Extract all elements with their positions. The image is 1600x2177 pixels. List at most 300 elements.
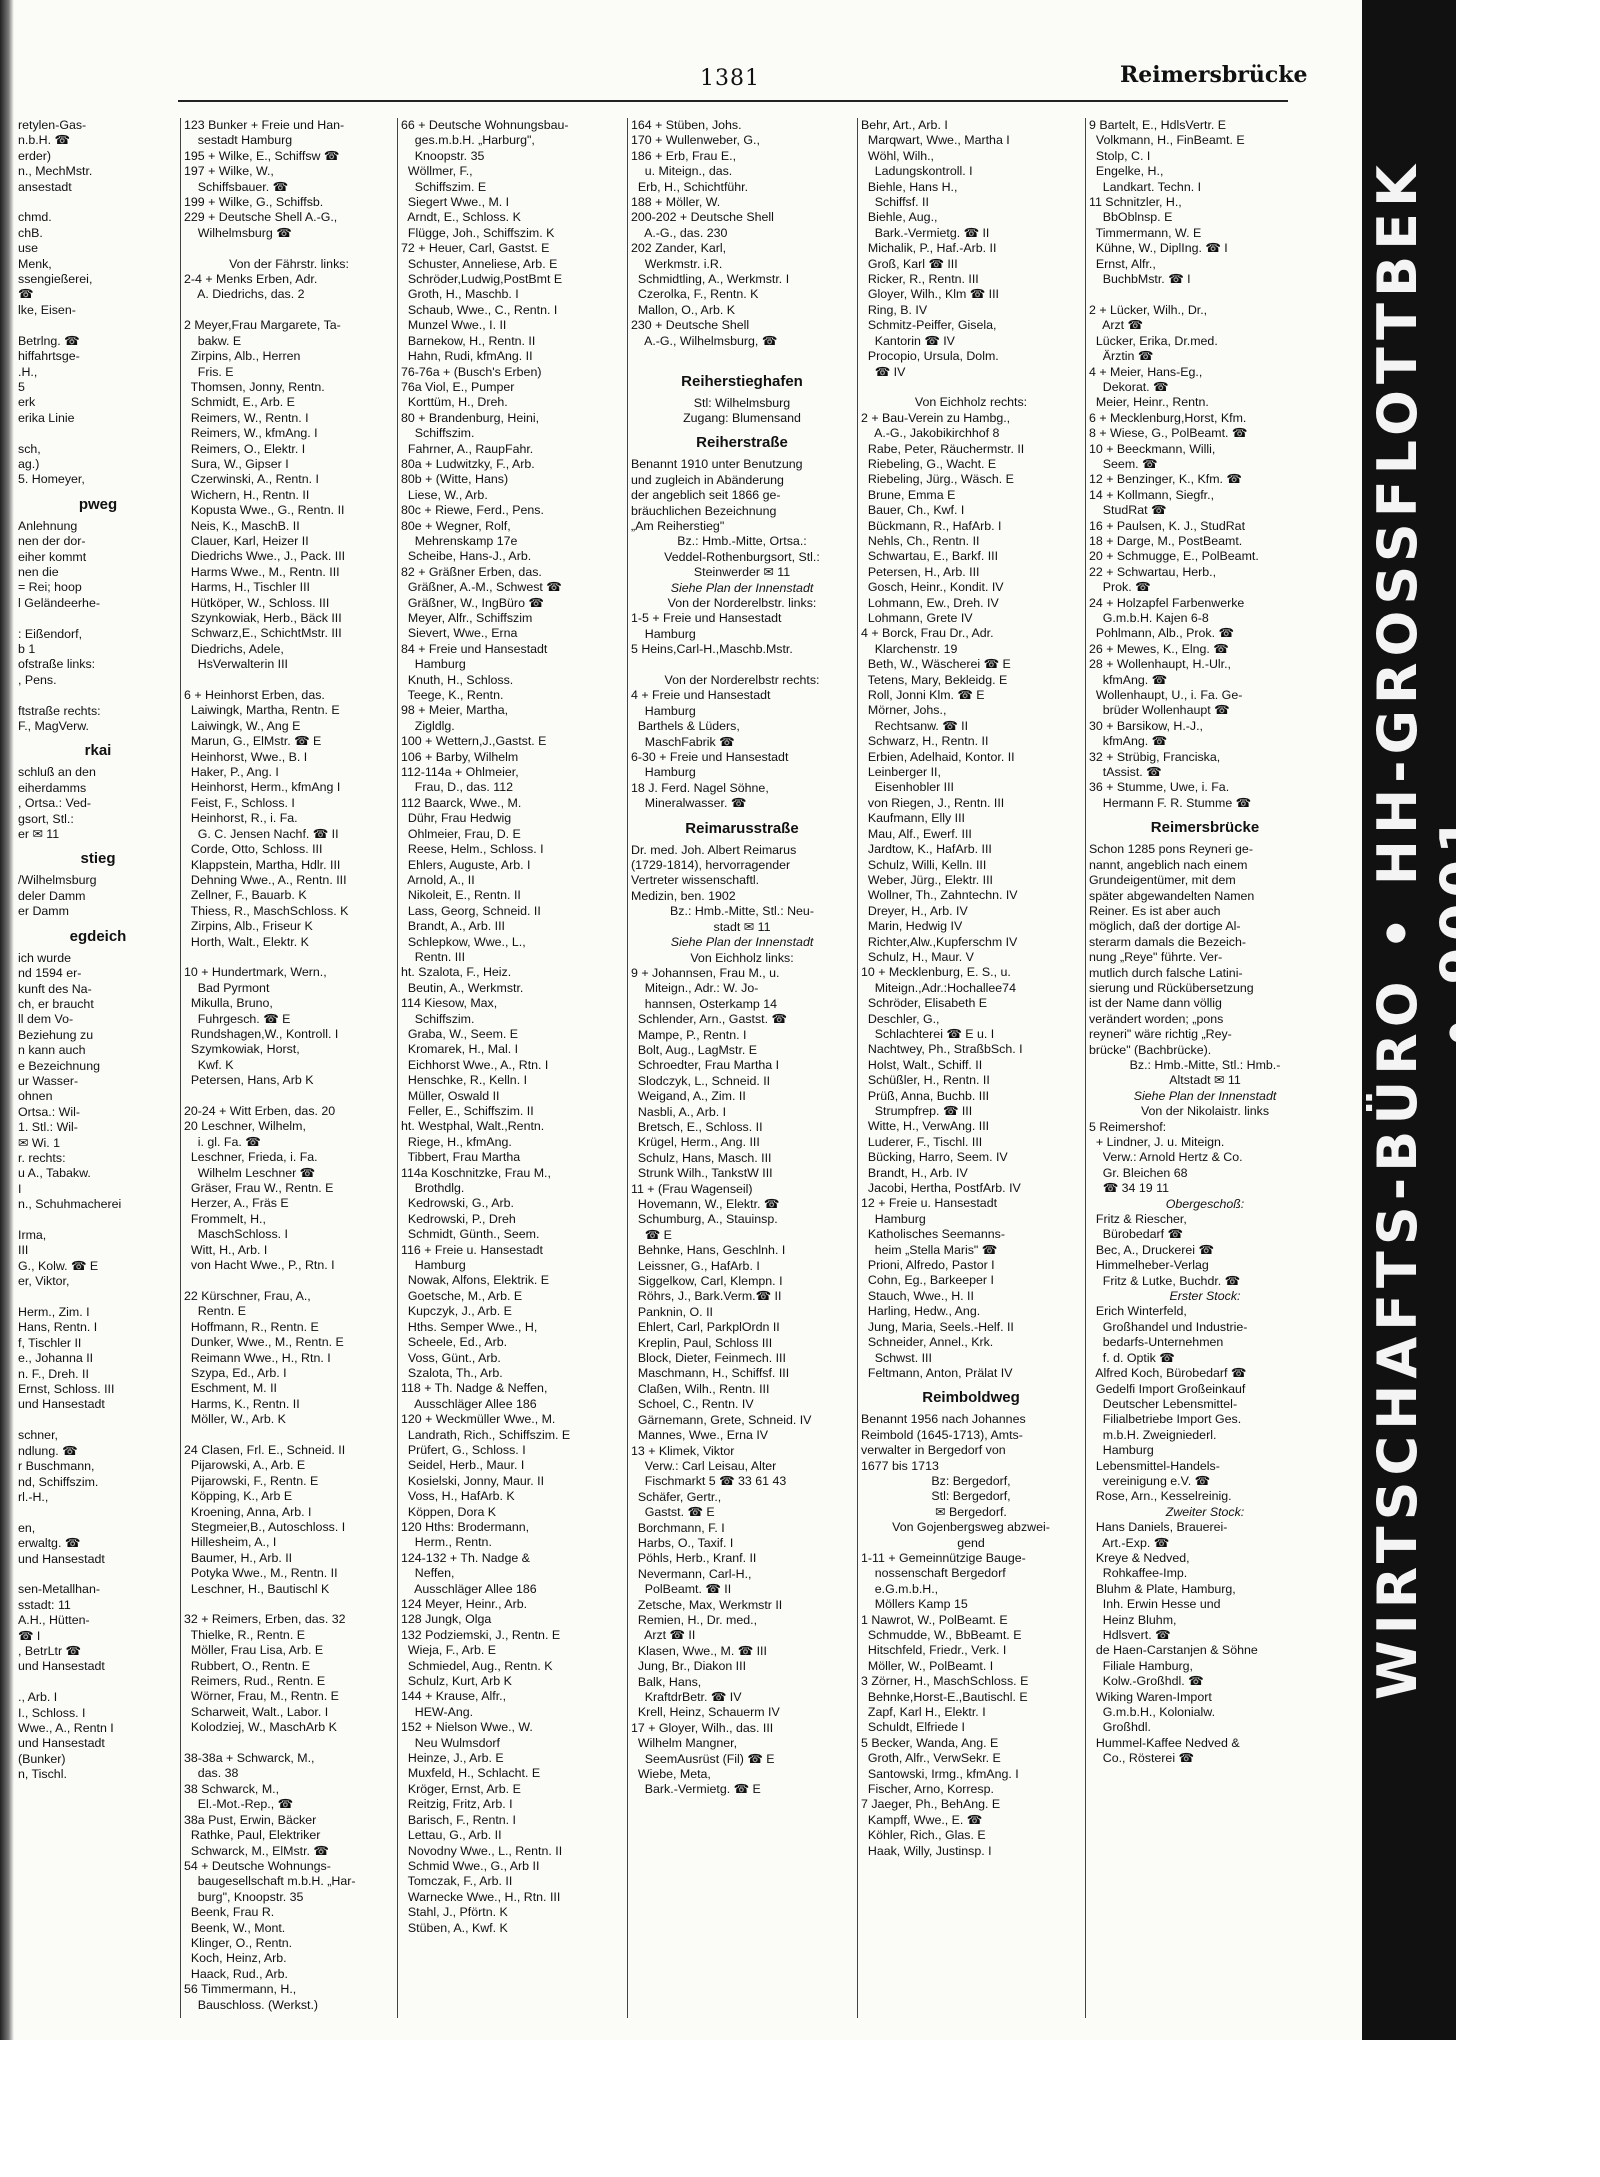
directory-entry: verwalter in Bergedorf von: [861, 1443, 1006, 1458]
directory-entry: Bad Pyrmont: [184, 980, 270, 995]
column-separator: [397, 118, 398, 2018]
directory-entry: Schwst. III: [861, 1350, 932, 1365]
directory-entry: n, Tischl.: [18, 1767, 67, 1782]
directory-entry: Jung, Br., Diakon III: [631, 1659, 747, 1674]
directory-entry: Pöhls, Herb., Kranf. II: [631, 1551, 757, 1566]
directory-entry: + Lindner, J. u. Miteign.: [1089, 1135, 1225, 1149]
directory-entry: Roll, Jonni Klm. ☎ E: [861, 688, 985, 703]
directory-entry: Wilhelm Mangner,: [631, 1736, 738, 1751]
directory-entry: Betrlng. ☎: [18, 333, 80, 348]
directory-entry: Harms Wwe., M., Rentn. III: [184, 564, 340, 579]
directory-entry: Liese, W., Arb.: [401, 487, 488, 502]
directory-entry: ☎ I: [18, 1628, 41, 1643]
directory-entry: heim „Stella Maris" ☎: [861, 1242, 998, 1257]
directory-entry: sch,: [18, 441, 41, 456]
directory-entry: verändert worden; „pons: [1089, 1011, 1224, 1026]
directory-entry: : Eißendorf,: [18, 626, 83, 641]
directory-entry: ag.): [18, 456, 40, 471]
directory-entry: Corde, Otto, Schloss. III: [184, 842, 323, 857]
directory-entry: sterarm damals die Bezeich-: [1089, 934, 1247, 949]
directory-entry: Muxfeld, H., Schlacht. E: [401, 1766, 541, 1781]
directory-entry: Schröder,Ludwig,PostBmt E: [401, 272, 563, 287]
directory-entry: 230 + Deutsche Shell: [631, 318, 750, 333]
directory-entry: m.b.H. Zweigniederl.: [1089, 1427, 1217, 1442]
directory-entry: 38a Pust, Erwin, Bäcker: [184, 1812, 317, 1827]
directory-entry: Hummel-Kaffee Nedved &: [1089, 1735, 1240, 1750]
directory-entry: Meier, Heinr., Rentn.: [1089, 395, 1209, 410]
directory-entry: 24 + Holzapfel Farbenwerke: [1089, 595, 1245, 610]
directory-entry: schner,: [18, 1428, 58, 1443]
directory-entry: BuchbMstr. ☎ I: [1089, 272, 1191, 287]
directory-entry: Groth, H., Maschb. I: [401, 287, 519, 302]
directory-entry: Rentn. III: [401, 949, 466, 964]
directory-entry: A.-G., Wilhelmsburg, ☎: [631, 333, 778, 348]
directory-entry: Diedrichs, Adele,: [184, 641, 284, 656]
street-note: Steinwerder ✉ 11: [693, 565, 791, 580]
directory-entry: Stolp, C. I: [1089, 148, 1151, 163]
directory-entry: Ehlers, Auguste, Arb. I: [401, 857, 531, 872]
directory-entry: Möller, W., PolBeamt. I: [861, 1658, 994, 1673]
directory-entry: Gräßner, W., IngBüro ☎: [401, 595, 544, 610]
street-heading: Reiherstraße: [696, 434, 788, 452]
directory-entry: Erb, H., Schichtführ.: [631, 179, 749, 194]
street-note: Siehe Plan der Innenstadt: [1133, 1088, 1277, 1103]
directory-entry: Munzel Wwe., I. II: [401, 318, 507, 333]
directory-entry: baugesellschaft m.b.H. „Har-: [184, 1874, 356, 1889]
directory-entry: 2 Meyer,Frau Margarete, Ta-: [184, 318, 341, 333]
directory-entry: StudRat ☎: [1089, 503, 1167, 518]
street-note: Von Gojenbergsweg abzwei-: [892, 1520, 1050, 1535]
directory-entry: retylen-Gas-: [18, 118, 87, 132]
directory-entry: bedarfs-Unternehmen: [1089, 1335, 1224, 1350]
directory-entry: Schumburg, A., Stauinsp.: [631, 1212, 778, 1227]
directory-entry: Ärztin ☎: [1089, 349, 1154, 364]
directory-entry: 28 + Wollenhaupt, H.-Ulr.,: [1089, 657, 1231, 672]
directory-entry: Michalik, P., Haf.-Arb. II: [861, 241, 997, 256]
directory-entry: Lass, Georg, Schneid. II: [401, 903, 541, 918]
directory-entry: Benannt 1956 nach Johannes: [861, 1412, 1026, 1427]
directory-entry: , Ortsa.: Ved-: [18, 796, 91, 811]
directory-entry: 38-38a + Schwarck, M.,: [184, 1751, 315, 1766]
directory-entry: Hamburg: [401, 1258, 466, 1273]
directory-entry: Schiffszim.: [401, 426, 475, 441]
directory-entry: Grundeigentümer, mit dem: [1089, 873, 1236, 888]
directory-entry: [184, 303, 394, 318]
directory-entry: Hdlsvert. ☎: [1089, 1628, 1171, 1642]
column-separator: [1085, 118, 1086, 2018]
column-5: [1089, 118, 1321, 2018]
directory-entry: u. Miteign., das.: [631, 164, 733, 179]
directory-entry: Schlepkow, Wwe., L.,: [401, 934, 526, 949]
directory-entry: ansestadt: [18, 179, 72, 194]
directory-entry: Schoel, C., Rentn. IV: [631, 1397, 754, 1412]
directory-entry: Schmidt, Günth., Seem.: [401, 1227, 540, 1242]
directory-entry: Szypa, Ed., Arb. I: [184, 1365, 287, 1380]
directory-entry: Volkmann, H., FinBeamt. E: [1089, 133, 1245, 148]
directory-entry: Prok. ☎: [1089, 580, 1151, 595]
directory-entry: 106 + Barby, Wilhelm: [401, 749, 519, 764]
directory-entry: Miteign.,Adr.:Hochallee74: [861, 980, 1016, 995]
directory-entry: Maschmann, H., Schiffsf. III: [631, 1366, 790, 1381]
directory-entry: 1677 bis 1713: [861, 1458, 939, 1473]
directory-entry: Voss, Günt., Arb.: [401, 1350, 501, 1365]
directory-entry: Reimers, O., Elektr. I: [184, 441, 306, 456]
directory-entry: 54 + Deutsche Wohnungs-: [184, 1858, 331, 1873]
directory-entry: Richter,Alw.,Kupferschm IV: [861, 934, 1018, 949]
directory-entry: Schiffszim. E: [401, 179, 487, 194]
street-note: ✉ Bergedorf.: [935, 1504, 1007, 1519]
directory-entry: 100 + Wettern,J.,Gastst. E: [401, 734, 547, 749]
directory-entry: 32 + Reimers, Erben, das. 32: [184, 1612, 346, 1627]
directory-entry: Prüß, Anna, Buchb. III: [861, 1088, 990, 1103]
directory-entry: Hovemann, W., Elektr. ☎: [631, 1197, 780, 1211]
directory-entry: und Hansestadt: [18, 1659, 105, 1674]
directory-entry: Großhdl.: [1089, 1720, 1151, 1735]
directory-entry: Hamburg: [631, 626, 696, 641]
directory-entry: Schmitz-Peiffer, Gisela,: [861, 318, 997, 333]
directory-entry: de Haen-Carstanjen & Söhne: [1089, 1643, 1258, 1658]
directory-entry: n., Schuhmacherei: [18, 1197, 122, 1212]
directory-entry: ll dem Vo-: [18, 1012, 74, 1027]
directory-entry: 6 + Heinhorst Erben, das.: [184, 688, 325, 703]
directory-entry: 18 + Darge, M., PostBeamt.: [1089, 533, 1243, 548]
directory-entry: 76a Viol, E., Pumper: [401, 379, 515, 394]
directory-entry: Slodczyk, L., Schneid. II: [631, 1073, 771, 1088]
directory-entry: 152 + Nielson Wwe., W.: [401, 1720, 533, 1735]
directory-entry: Riebeling, G., Wacht. E: [861, 456, 997, 471]
directory-entry: Brothdlg.: [401, 1181, 465, 1196]
directory-entry: Sura, W., Gipser I: [184, 456, 289, 471]
directory-entry: Szymkowiak, Horst,: [184, 1042, 300, 1057]
directory-entry: n. F., Dreh. II: [18, 1366, 89, 1381]
directory-entry: u A., Tabakw.: [18, 1166, 91, 1181]
directory-entry: Verw.: Arnold Hertz & Co.: [1089, 1150, 1243, 1165]
street-note: Von der Nikolaistr. links: [1140, 1104, 1270, 1119]
directory-entry: Schon 1285 pons Reyneri ge-: [1089, 842, 1253, 857]
directory-entry: 132 Podziemski, J., Rentn. E: [401, 1627, 561, 1642]
directory-entry: 4 + Borck, Frau Dr., Adr.: [861, 626, 994, 641]
directory-entry: Holst, Walt., Schiff. II: [861, 1057, 983, 1072]
directory-entry: Deschler, G.,: [861, 1011, 940, 1026]
directory-entry: Prüfert, G., Schloss. I: [401, 1442, 526, 1457]
directory-entry: Kosielski, Jonny, Maur. II: [401, 1473, 545, 1488]
directory-entry: Schlachterei ☎ E u. I: [861, 1026, 995, 1041]
directory-entry: Bücking, Harro, Seem. IV: [861, 1150, 1008, 1165]
directory-entry: Dreyer, H., Arb. IV: [861, 903, 968, 918]
directory-entry: Leschner, H., Bautischl K: [184, 1581, 330, 1596]
directory-entry: Reimbold (1645-1713), Amts-: [861, 1427, 1023, 1442]
directory-entry: Kaufmann, Elly III: [861, 811, 965, 826]
directory-entry: Bauschloss. (Werkst.): [184, 1997, 319, 2012]
directory-entry: Schiffsbauer. ☎: [184, 179, 289, 194]
column-3: [631, 118, 853, 2018]
directory-entry: Kröger, Ernst, Arb. E: [401, 1781, 521, 1796]
directory-entry: Szynkowiak, Herb., Bäck III: [184, 611, 342, 625]
directory-entry: Dehning Wwe., A., Rentn. III: [184, 872, 347, 887]
directory-entry: [18, 611, 178, 626]
directory-entry: 118 + Th. Nadge & Neffen,: [401, 1381, 548, 1396]
directory-entry: Witt, H., Arb. I: [184, 1242, 268, 1257]
directory-entry: Zetsche, Max, Werkmstr II: [631, 1597, 783, 1612]
directory-entry: Möller, Frau Lisa, Arb. E: [184, 1643, 324, 1658]
directory-entry: A.H., Hütten-: [18, 1613, 90, 1628]
directory-entry: use: [18, 241, 38, 256]
directory-entry: Wieja, F., Arb. E: [401, 1643, 497, 1658]
directory-entry: Ladungskontroll. I: [861, 164, 973, 179]
directory-entry: 72 + Heuer, Carl, Gastst. E: [401, 241, 550, 256]
directory-entry: e Bezeichnung: [18, 1058, 100, 1073]
directory-entry: [184, 241, 394, 256]
directory-entry: Kopusta Wwe., G., Rentn. II: [184, 503, 345, 518]
directory-entry: Strunk Wilh., TankstW III: [631, 1166, 773, 1181]
directory-entry: Rubbert, O., Rentn. E: [184, 1658, 311, 1673]
directory-entry: Fritz & Lutke, Buchdr. ☎: [1089, 1273, 1241, 1288]
directory-entry: und Hansestadt: [18, 1736, 105, 1751]
directory-entry: Wwe., A., Rentn I: [18, 1721, 114, 1735]
directory-entry: Barthels & Lüders,: [631, 719, 740, 734]
directory-entry: Fris. E: [184, 364, 234, 379]
directory-entry: Herm., Rentn.: [401, 1535, 492, 1550]
directory-entry: Irma,: [18, 1228, 47, 1242]
directory-entry: Laiwingk, Martha, Rentn. E: [184, 703, 340, 718]
directory-entry: [184, 1597, 394, 1612]
directory-entry: Wollenhaupt, U., i. Fa. Ge-: [1089, 688, 1243, 703]
directory-entry: Potyka Wwe., M., Rentn. II: [184, 1566, 338, 1581]
directory-entry: Rathke, Paul, Elektriker: [184, 1828, 321, 1843]
directory-entry: Luderer, F., Tischl. III: [861, 1134, 983, 1149]
directory-entry: sstadt: 11: [18, 1597, 71, 1612]
directory-entry: Frommelt, H.,: [184, 1211, 266, 1226]
directory-entry: Schmidt, E., Arb. E: [184, 395, 295, 410]
directory-entry: MaschSchloss. I: [184, 1227, 288, 1242]
directory-entry: schluß an den: [18, 765, 96, 780]
directory-entry: Rundshagen,W., Kontroll. I: [184, 1026, 339, 1041]
directory-entry: Marin, Hedwig IV: [861, 919, 963, 934]
directory-entry: Großhandel und Industrie-: [1089, 1319, 1248, 1334]
directory-entry: Neis, K., MaschB. II: [184, 518, 300, 533]
directory-entry: Stahl, J., Pförtn. K: [401, 1905, 508, 1920]
directory-entry: 1 Nawrot, W., PolBeamt. E: [861, 1612, 1008, 1627]
directory-entry: Schröder, Elisabeth E: [861, 996, 988, 1011]
directory-entry: Remien, H., Dr. med.,: [631, 1612, 758, 1627]
street-note: Bz: Bergedorf,: [931, 1473, 1011, 1488]
street-note: gend: [957, 1535, 985, 1550]
directory-entry: 20 Leschner, Wilhelm,: [184, 1119, 306, 1134]
directory-entry: 164 + Stüben, Johs.: [631, 118, 742, 132]
directory-entry: 80 + Brandenburg, Heini,: [401, 410, 540, 425]
directory-entry: Schmudde, W., BbBeamt. E: [861, 1628, 1022, 1642]
directory-entry: Stüben, A., Kwf. K: [401, 1920, 508, 1935]
street-note: stadt ✉ 11: [713, 919, 771, 934]
directory-entry: KraftdrBetr. ☎ IV: [631, 1690, 742, 1704]
directory-entry: 26 + Mewes, K., Elng. ☎: [1089, 641, 1229, 656]
directory-entry: Schulz, Kurt, Arb K: [401, 1674, 512, 1689]
directory-entry: Eisenhobler III: [861, 780, 954, 795]
directory-entry: von Hacht Wwe., P., Rtn. I: [184, 1258, 335, 1273]
directory-entry: Schäfer, Gertr.,: [631, 1489, 722, 1504]
directory-entry: 197 + Wilke, W.,: [184, 164, 274, 179]
directory-entry: Novodny Wwe., L., Rentn. II: [401, 1843, 563, 1858]
directory-entry: Müller, Oswald II: [401, 1088, 500, 1103]
directory-entry: Rose, Arn., Kesselreinig.: [1089, 1489, 1232, 1504]
directory-entry: Groth, Alfr., VerwSekr. E: [861, 1751, 1001, 1766]
directory-entry: Strumpfrep. ☎ III: [861, 1104, 973, 1118]
directory-entry: Nevermann, Carl-H.,: [631, 1566, 752, 1581]
directory-entry: f. d. Optik ☎: [1089, 1350, 1175, 1365]
directory-entry: Arndt, E., Schloss. K: [401, 210, 521, 225]
directory-entry: 120 + Weckmüller Wwe., M.: [401, 1412, 556, 1427]
directory-entry: Knuth, H., Schloss.: [401, 672, 514, 687]
directory-entry: = Rei; hoop: [18, 580, 82, 595]
directory-entry: Scheele, Ed., Arb.: [401, 1335, 508, 1350]
street-heading: rkai: [84, 742, 112, 760]
directory-entry: 120 Hths: Brodermann,: [401, 1519, 530, 1534]
directory-entry: kunft des Na-: [18, 981, 92, 996]
directory-entry: .H.,: [18, 364, 38, 379]
directory-entry: 12 + Benzinger, K., Kfm. ☎: [1089, 472, 1242, 487]
directory-entry: von Riegen, J., Rentn. III: [861, 795, 1005, 810]
directory-entry: ftstraße rechts:: [18, 703, 101, 718]
directory-entry: PolBeamt. ☎ II: [631, 1582, 732, 1597]
directory-entry: Reitzig, Fritz, Arb. I: [401, 1797, 513, 1812]
directory-entry: El.-Mot.-Rep., ☎: [184, 1797, 294, 1812]
directory-entry: bräuchlichen Bezeichnung: [631, 503, 777, 518]
directory-entry: Vertreter wissenschaftl.: [631, 873, 760, 888]
directory-entry: nannt, angeblich nach einem: [1089, 857, 1248, 872]
street-heading: Reimboldweg: [922, 1389, 1020, 1407]
directory-entry: Wöhl, Wilh.,: [861, 148, 934, 163]
street-note: Von der Norderelbstr rechts:: [664, 673, 820, 687]
directory-entry: [18, 1505, 178, 1520]
directory-entry: Jacobi, Hertha, PostfArb. IV: [861, 1181, 1021, 1196]
directory-entry: Ehlert, Carl, ParkplOrdn II: [631, 1320, 780, 1335]
directory-entry: Barisch, F., Rentn. I: [401, 1812, 516, 1827]
directory-entry: 1. Stl.: Wil-: [18, 1120, 78, 1135]
directory-entry: 124-132 + Th. Nadge &: [401, 1550, 530, 1565]
directory-entry: Marun, G., ElMstr. ☎ E: [184, 734, 322, 749]
directory-entry: Siegert Wwe., M. I: [401, 195, 510, 210]
directory-entry: Block, Dieter, Feinmech. III: [631, 1351, 786, 1366]
directory-entry: Kolodziej, W., MaschArb K: [184, 1720, 337, 1735]
directory-entry: [18, 1213, 178, 1228]
directory-entry: 9 Bartelt, E., HdlsVertr. E: [1089, 118, 1227, 132]
directory-entry: III: [18, 1243, 29, 1258]
street-heading: egdeich: [69, 927, 127, 945]
directory-entry: Rentn. E: [184, 1304, 246, 1319]
directory-entry: Nikoleit, E., Rentn. II: [401, 888, 521, 903]
directory-entry: Warnecke Wwe., H., Rtn. III: [401, 1889, 561, 1904]
directory-entry: SeemAusrüst (Fil) ☎ E: [631, 1751, 775, 1766]
column-separator: [627, 118, 628, 2018]
directory-entry: Katholisches Seemanns-: [861, 1227, 1005, 1242]
directory-entry: Goetsche, M., Arb. E: [401, 1288, 523, 1303]
street-note: Stl: Bergedorf,: [931, 1489, 1011, 1504]
directory-entry: 114a Koschnitzke, Frau M.,: [401, 1165, 551, 1180]
column-separator: [180, 118, 181, 2018]
directory-entry: 80e + Wegner, Rolf,: [401, 518, 511, 533]
directory-entry: Marqwart, Wwe., Martha I: [861, 133, 1010, 148]
directory-entry: Pohlmann, Alb., Prok. ☎: [1089, 626, 1234, 641]
directory-entry: erwaltg. ☎: [18, 1536, 81, 1551]
directory-entry: Scharweit, Walt., Labor. I: [184, 1704, 329, 1719]
directory-entry: Tomczak, F., Arb. II: [401, 1874, 513, 1889]
directory-entry: Kreye & Nedved,: [1089, 1550, 1190, 1565]
directory-entry: 30 + Barsikow, H.-J.,: [1089, 718, 1203, 733]
directory-entry: 199 + Wilke, G., Schiffsb.: [184, 195, 324, 210]
directory-entry: Mampe, P., Rentn. I: [631, 1027, 747, 1042]
street-heading: stieg: [80, 850, 116, 868]
directory-entry: Schulz, H., Maur. V: [861, 949, 974, 964]
directory-entry: Wöllmer, F.,: [401, 164, 473, 179]
directory-entry: ofstraße links:: [18, 657, 96, 672]
street-note: Zweiter Stock:: [1165, 1504, 1245, 1519]
directory-entry: Thomsen, Jonny, Rentn.: [184, 379, 325, 394]
directory-entry: Heinhorst, Herm., kfmAng I: [184, 780, 341, 795]
directory-entry: 9 + Johannsen, Frau M., u.: [631, 965, 780, 980]
directory-entry: Engelke, H.,: [1089, 164, 1164, 179]
directory-entry: Krügel, Herm., Ang. III: [631, 1135, 760, 1150]
directory-entry: Kedrowski, P., Dreh: [401, 1211, 516, 1226]
directory-entry: Klarchenstr. 19: [861, 641, 958, 656]
directory-entry: sierung und Rückübersetzung: [1089, 980, 1254, 995]
directory-entry: Reimers, W., Rentn. I: [184, 410, 309, 425]
directory-entry: 24 Clasen, Frl. E., Schneid. II: [184, 1442, 346, 1457]
directory-entry: Hamburg: [1089, 1443, 1154, 1458]
directory-entry: Gloyer, Wilh., Klm ☎ III: [861, 287, 999, 302]
directory-entry: und Hansestadt: [18, 1551, 105, 1566]
directory-entry: [631, 658, 853, 673]
directory-entry: Lohmann, Ew., Dreh. IV: [861, 595, 999, 610]
directory-entry: Knoopstr. 35: [401, 148, 485, 163]
scan-margin: [1456, 0, 1600, 2177]
directory-entry: Claßen, Wilh., Rentn. III: [631, 1381, 770, 1396]
directory-entry: I: [18, 1181, 22, 1196]
directory-entry: G. C. Jensen Nachf. ☎ II: [184, 826, 339, 841]
directory-entry: F., MagVerw.: [18, 719, 89, 734]
directory-entry: Inh. Erwin Hesse und: [1089, 1597, 1221, 1612]
directory-entry: 80c + Riewe, Ferd., Pens.: [401, 503, 544, 518]
directory-entry: Herm., Zim. I: [18, 1305, 90, 1320]
directory-entry: Gr. Bleichen 68: [1089, 1165, 1188, 1180]
directory-entry: Bückmann, R., HafArb. I: [861, 518, 1002, 533]
directory-entry: Biehle, Aug.,: [861, 210, 938, 225]
directory-entry: l Geländeerhe-: [18, 595, 100, 610]
directory-entry: I., Schloss. I: [18, 1705, 86, 1720]
directory-entry: Kupczyk, J., Arb. E: [401, 1304, 512, 1319]
directory-entry: 5: [18, 379, 25, 394]
directory-entry: Krell, Heinz, Schauerm IV: [631, 1705, 780, 1720]
street-note: Stl: Wilhelmsburg: [693, 395, 791, 410]
directory-entry: Möller, W., Arb. K: [184, 1412, 286, 1427]
street-note: Siehe Plan der Innenstadt: [670, 580, 814, 595]
directory-entry: Scheibe, Hans-J., Arb.: [401, 549, 532, 564]
directory-entry: ndlung. ☎: [18, 1443, 78, 1458]
directory-entry: Kreplin, Paul, Schloss III: [631, 1335, 773, 1350]
directory-entry: ist der Name dann völlig: [1089, 996, 1222, 1011]
directory-entry: Gräßner, A.-M., Schwest ☎: [401, 580, 562, 595]
directory-entry: 6 + Mecklenburg,Horst, Kfm.: [1089, 410, 1247, 425]
directory-entry: Wilhelmsburg ☎: [184, 225, 292, 240]
directory-entry: Zellner, F., Bauarb. K: [184, 888, 307, 903]
directory-entry: der angeblich seit 1866 ge-: [631, 488, 781, 503]
directory-entry: Panknin, O. II: [631, 1304, 713, 1319]
directory-entry: BbOblnsp. E: [1089, 210, 1173, 225]
directory-entry: Mallon, O., Arb. K: [631, 302, 735, 317]
directory-entry: Kolw.-Großhdl. ☎: [1089, 1674, 1204, 1689]
directory-entry: Schlender, Arn., Gastst. ☎: [631, 1012, 787, 1027]
directory-entry: Jardtow, K., HafArb. III: [861, 842, 992, 857]
directory-entry: Reese, Helm., Schloss. I: [401, 842, 544, 857]
